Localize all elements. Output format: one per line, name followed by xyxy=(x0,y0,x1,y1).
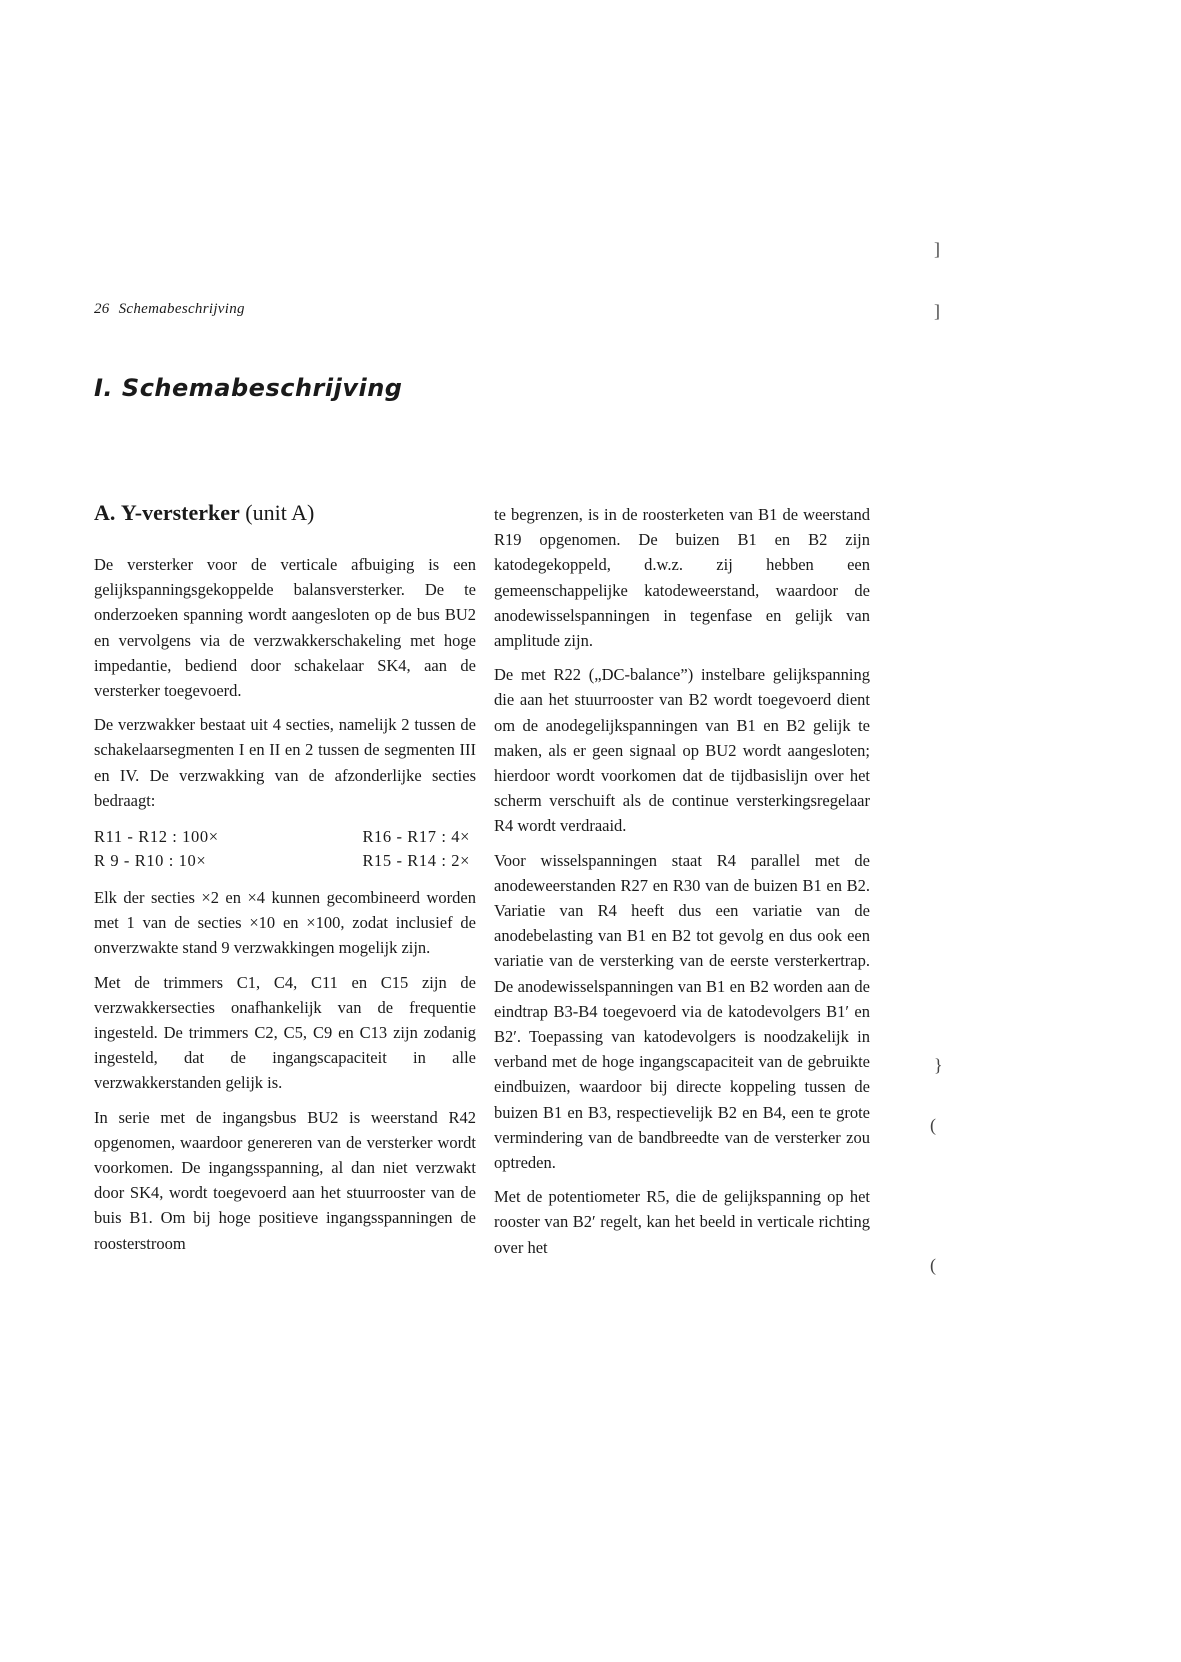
chapter-title: I. Schemabeschrijving xyxy=(94,374,403,402)
scan-mark: ] xyxy=(934,301,940,321)
paragraph: In serie met de ingangsbus BU2 is weerstand R42 opgenomen, waardoor genereren van de versterker wordt voorkomen. De ingangsspanning, al dan niet verzwakt door SK4, wordt toegevoerd aan het stuurrooster van de buis B1. Om bij hoge positieve ingangsspanningen de roosterstroom xyxy=(94,1107,476,1253)
section-letter: A. xyxy=(94,500,116,525)
section-subtitle: (unit A) xyxy=(245,500,315,525)
scan-mark: ] xyxy=(934,239,940,259)
left-column xyxy=(94,500,476,1256)
paragraph: De met R22 („DC-balance”) instelbare gelijkspanning die aan het stuurrooster van B2 wordt toegevoerd dient om de anodegelijkspanningen van B1 en B2 gelijk te maken, als er geen signaal op BU2 wordt aangesloten; hierdoor wordt voorkomen dat de tijdbasislijn over het scherm verschuift als de continue versterkingsregelaar R4 wordt verdraaid. xyxy=(494,665,870,836)
scan-mark: ( xyxy=(930,1255,936,1275)
paragraph: De verzwakker bestaat uit 4 secties, namelijk 2 tussen de schakelaarsegmenten I en II en 2 tussen de segmenten III en IV. De verzwakking van de afzonderlijke secties bedraagt: xyxy=(94,715,476,810)
scan-mark: } xyxy=(934,1055,943,1075)
attenuation-table xyxy=(94,825,476,873)
running-head xyxy=(94,301,245,318)
ratio-cell: R 9 - R10 : 10× xyxy=(94,851,207,871)
scan-mark: ( xyxy=(930,1115,936,1135)
paragraph: Met de potentiometer R5, die de gelijkspanning op het rooster van B2′ regelt, kan het beeld in verticale richting over het xyxy=(494,1187,870,1257)
ratio-cell: R15 - R14 : 2× xyxy=(362,851,470,871)
paragraph: te begrenzen, is in de roosterketen van B1 de weerstand R19 opgenomen. De buizen B1 en B2 zijn katodegekoppeld, d.w.z. zij hebben een gemeenschappelijke katodeweerstand, waardoor de anodewisselspanningen in tegenfase en gelijk van amplitude zijn. xyxy=(494,505,870,651)
ratio-cell: R11 - R12 : 100× xyxy=(94,827,219,847)
ratio-cell: R16 - R17 : 4× xyxy=(362,827,470,847)
section-title: Y-versterker xyxy=(120,500,240,525)
paragraph: Met de trimmers C1, C4, C11 en C15 zijn de verzwakkersecties onafhankelijk van de frequentie ingesteld. De trimmers C2, C5, C9 en C13 zijn zodanig ingesteld, dat de ingangscapaciteit in alle verzwakkerstanden gelijk is. xyxy=(94,972,476,1093)
section-heading xyxy=(94,500,476,526)
right-column xyxy=(494,502,870,1260)
paragraph: Voor wisselspanningen staat R4 parallel met de anodeweerstanden R27 en R30 van de buizen B1 en B2. Variatie van R4 heeft dus een variatie van de anodebelasting van B1 en B2 tot gevolg en dus ook een variatie van de versterking van de eerste versterkertrap. De anodewisselspanningen van B1 en B2 worden aan de eindtrap B3-B4 toegevoerd via de katodevolgers B1′ en B2′. Toepassing van katodevolgers is noodzakelijk in verband met de hoge ingangscapaciteit van de gebruikte eindbuizen, waardoor bij directe koppeling tussen de buizen B1 en B3, respectievelijk B2 en B4, een te grote vermindering van de bandbreedte van de versterker zou optreden. xyxy=(494,850,870,1173)
running-title: Schemabeschrijving xyxy=(118,301,245,317)
paragraph: De versterker voor de verticale afbuiging is een gelijkspanningsgekoppelde balansversterker. De te onderzoeken spanning wordt aangesloten op de bus BU2 en vervolgens via de verzwakkerschakeling met hoge impedantie, bediend door schakelaar SK4, aan de versterker toegevoerd. xyxy=(94,555,476,701)
paragraph: Elk der secties ×2 en ×4 kunnen gecombineerd worden met 1 van de secties ×10 en ×100, zodat inclusief de onverzwakte stand 9 verzwakkingen mogelijk zijn. xyxy=(94,888,476,958)
page-number: 26 xyxy=(94,301,110,317)
